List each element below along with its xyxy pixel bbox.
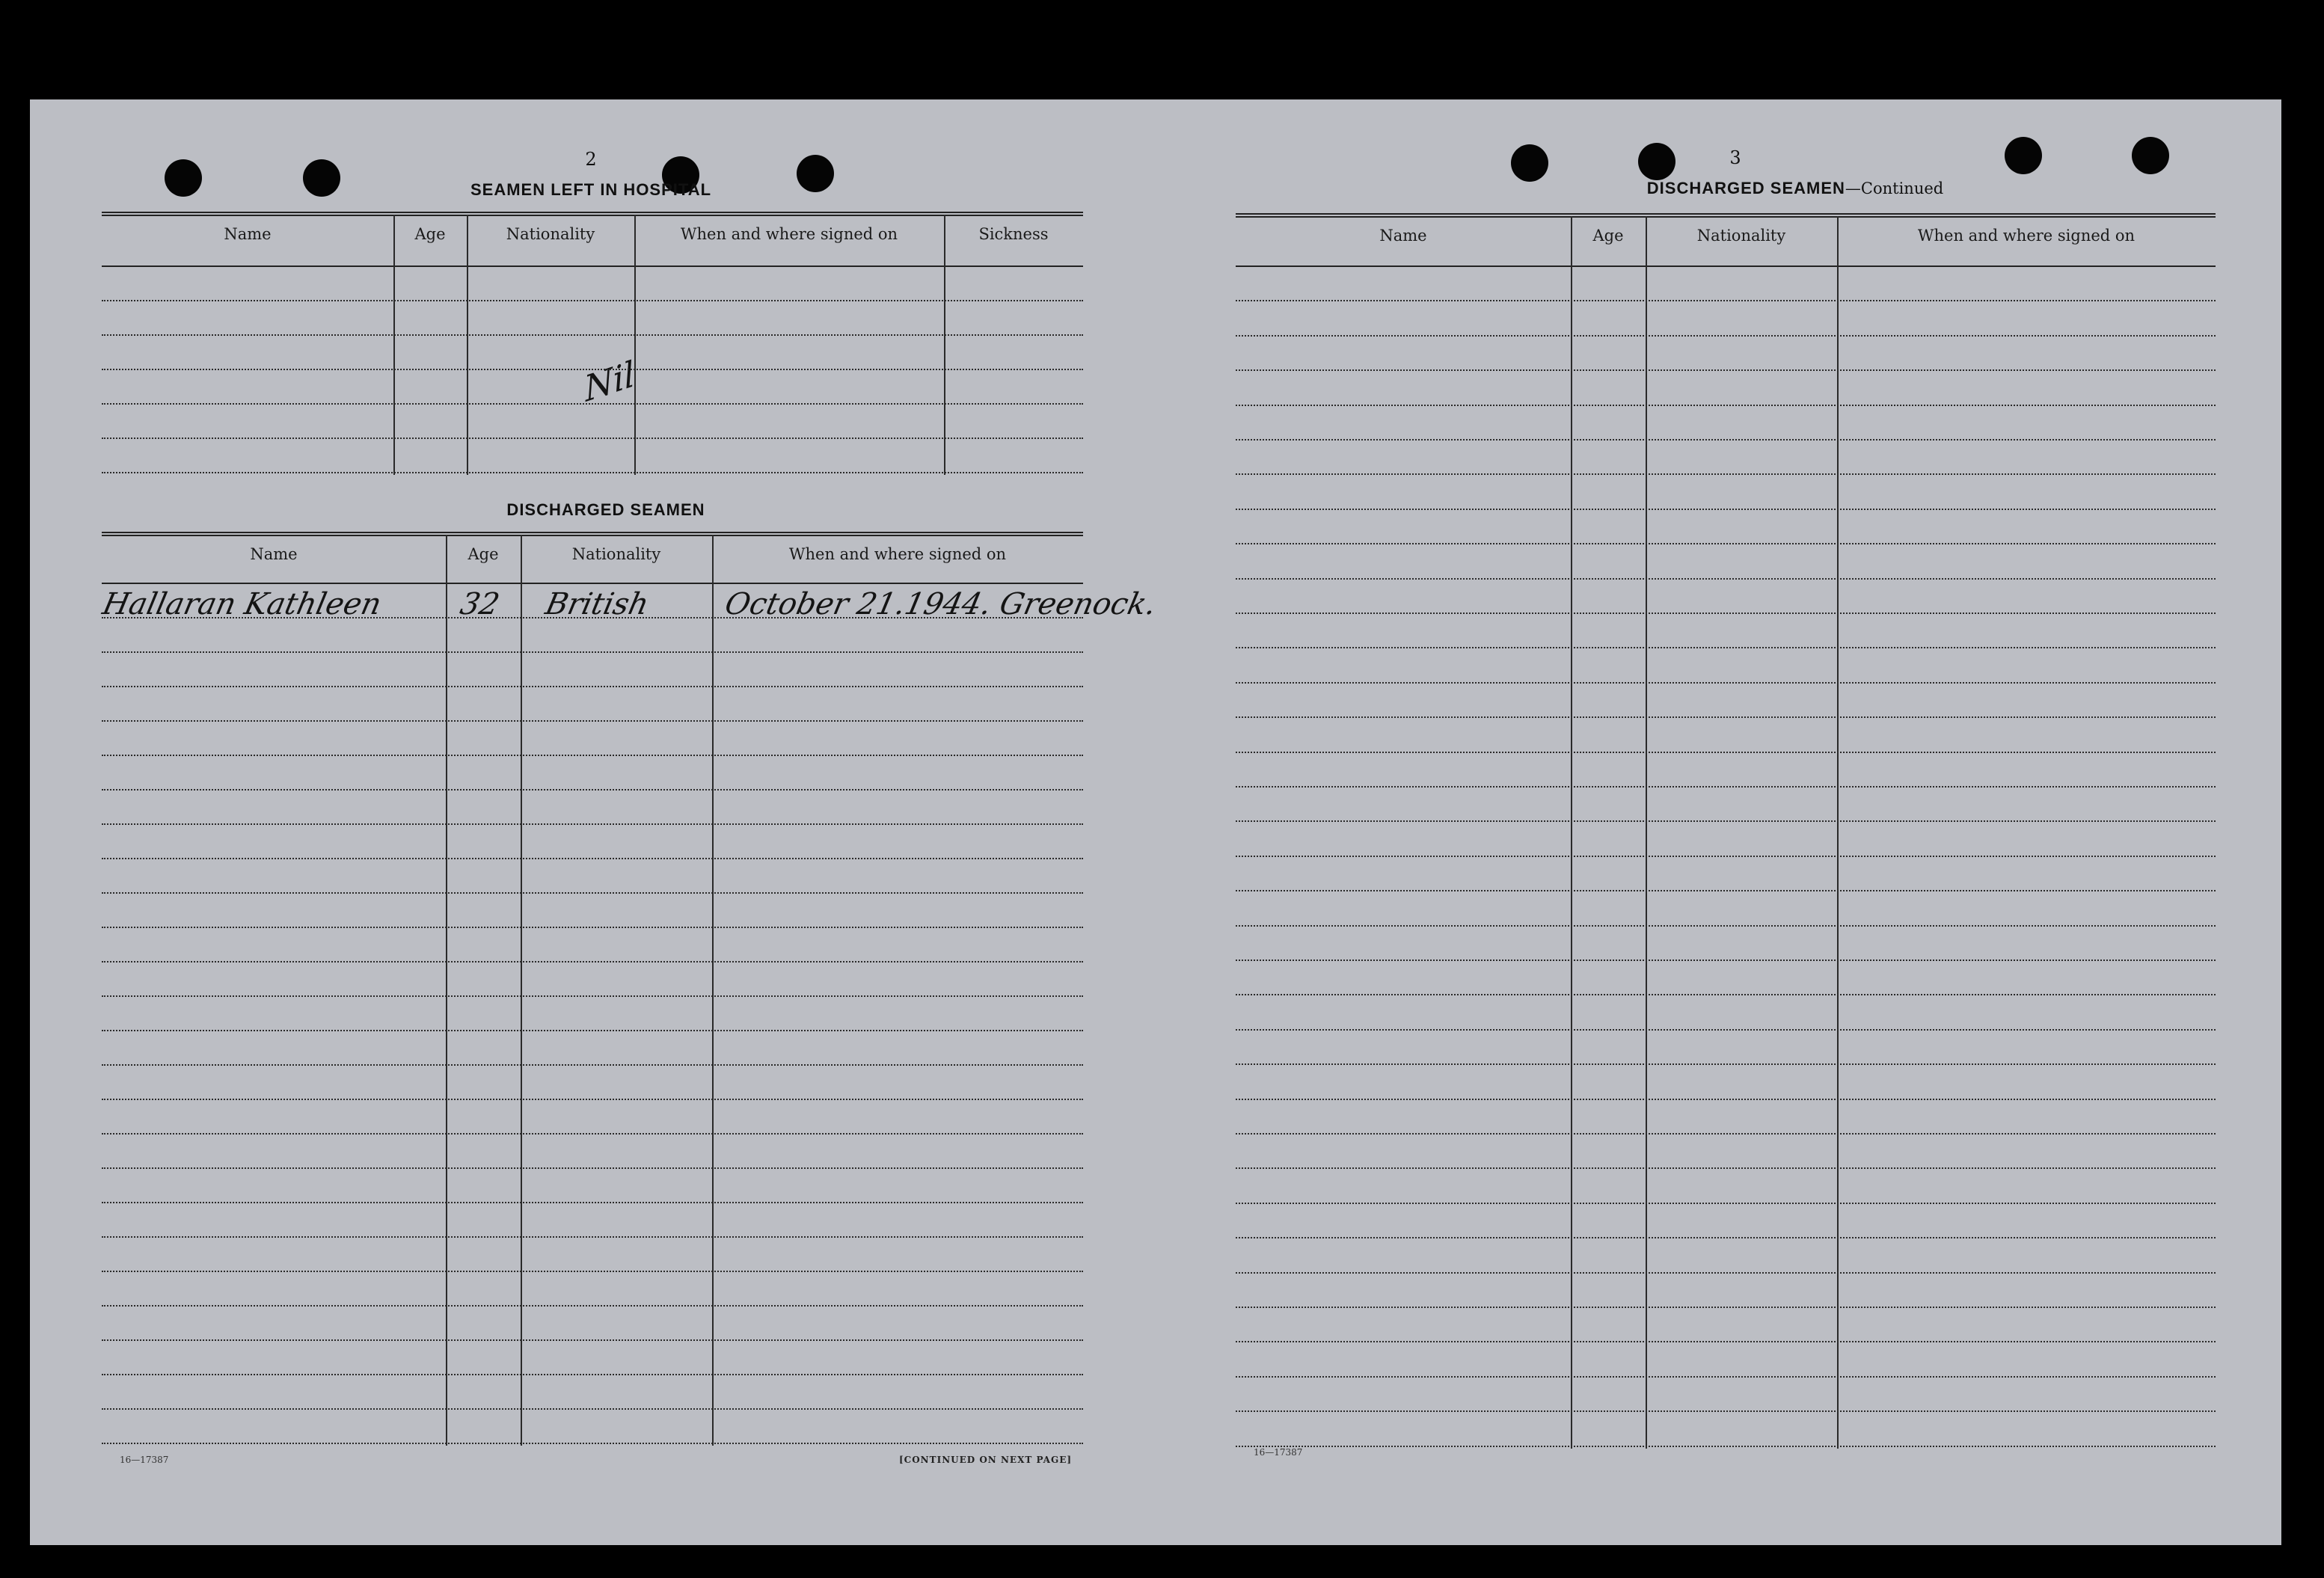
row-rule: [1236, 369, 2216, 371]
row-rule: [1236, 335, 2216, 337]
right-title-cont: —Continued: [1845, 179, 1944, 197]
row-rule: [1236, 473, 2216, 475]
punch-hole: [2005, 137, 2042, 174]
column-header: Sickness: [978, 225, 1049, 243]
row-rule: [102, 892, 1083, 894]
right-title-main: DISCHARGED SEAMEN: [1646, 179, 1845, 197]
row-rule: [1236, 994, 2216, 995]
row-rule: [102, 789, 1083, 790]
row-rule: [1236, 613, 2216, 614]
row-rule: [1236, 1237, 2216, 1238]
row-rule: [1236, 578, 2216, 580]
row-rule: [102, 617, 1083, 618]
column-rule: [1571, 216, 1572, 1449]
column-rule: [521, 535, 522, 1446]
punch-hole: [2132, 137, 2169, 174]
row-rule: [1236, 1446, 2216, 1447]
row-rule: [102, 1133, 1083, 1135]
punch-hole: [303, 159, 340, 197]
column-header: When and where signed on: [1917, 227, 2136, 245]
row-rule: [102, 720, 1083, 722]
row-rule: [1236, 300, 2216, 301]
row-rule: [102, 961, 1083, 963]
row-rule: [102, 651, 1083, 653]
row-rule: [1236, 1099, 2216, 1100]
row-rule: [1236, 716, 2216, 718]
header-rule: [1236, 265, 2216, 267]
row-rule: [1236, 1376, 2216, 1378]
row-rule: [1236, 1029, 2216, 1031]
row-rule: [102, 1271, 1083, 1272]
right-print-code: 16—17387: [1254, 1447, 1303, 1458]
table-top-rule: [102, 532, 1083, 536]
row-rule: [102, 438, 1083, 439]
column-rule: [1646, 216, 1647, 1449]
table-top-rule: [102, 212, 1083, 216]
row-rule: [1236, 856, 2216, 857]
row-rule: [1236, 1307, 2216, 1308]
column-header: Name: [1379, 227, 1427, 245]
row-rule: [1236, 752, 2216, 753]
column-header: When and where signed on: [680, 225, 898, 243]
punch-hole: [1511, 144, 1548, 182]
row-rule: [102, 927, 1083, 928]
right-section-title: [1647, 179, 1943, 198]
row-rule: [1236, 1063, 2216, 1065]
column-rule: [712, 535, 714, 1446]
column-header: Age: [414, 225, 446, 243]
row-rule: [102, 334, 1083, 336]
column-header: Nationality: [571, 545, 661, 563]
column-header: Age: [1592, 227, 1624, 245]
entry-name: Hallaran Kathleen: [99, 587, 384, 621]
row-rule: [102, 1408, 1083, 1410]
continued-note: [CONTINUED ON NEXT PAGE]: [899, 1455, 1073, 1465]
row-rule: [1236, 786, 2216, 788]
row-rule: [1236, 543, 2216, 544]
row-rule: [1236, 925, 2216, 927]
row-rule: [102, 1374, 1083, 1375]
entry-signed-on: October 21.1944. Greenock.: [722, 587, 1159, 621]
column-header: Name: [250, 545, 298, 563]
table-top-rule: [1236, 213, 2216, 218]
row-rule: [102, 1339, 1083, 1341]
row-rule: [102, 995, 1083, 997]
row-rule: [1236, 890, 2216, 891]
handwritten-nil-mark: Nil: [582, 352, 637, 411]
column-rule: [944, 215, 945, 475]
row-rule: [1236, 1133, 2216, 1135]
column-rule: [634, 215, 636, 475]
row-rule: [1236, 1341, 2216, 1342]
column-rule: [393, 215, 395, 475]
column-header: Name: [224, 225, 272, 243]
entry-nationality: British: [542, 587, 652, 621]
row-rule: [102, 403, 1083, 405]
row-rule: [1236, 647, 2216, 648]
row-rule: [1236, 682, 2216, 684]
row-rule: [102, 1443, 1083, 1444]
hospital-section-title: SEAMEN LEFT IN HOSPITAL: [470, 180, 712, 199]
header-rule: [102, 265, 1083, 267]
row-rule: [1236, 509, 2216, 510]
row-rule: [102, 1064, 1083, 1066]
column-rule: [1837, 216, 1839, 1449]
column-header: Age: [467, 545, 499, 563]
row-rule: [102, 1236, 1083, 1238]
punch-hole: [797, 155, 834, 192]
entry-age: 32: [457, 587, 503, 621]
row-rule: [102, 1167, 1083, 1169]
row-rule: [1236, 960, 2216, 961]
punch-hole: [165, 159, 202, 197]
row-rule: [1236, 439, 2216, 440]
row-rule: [102, 1305, 1083, 1307]
row-rule: [1236, 405, 2216, 406]
left-print-code: 16—17387: [120, 1455, 169, 1465]
column-rule: [467, 215, 468, 475]
row-rule: [102, 472, 1083, 473]
row-rule: [102, 755, 1083, 756]
punch-hole: [1638, 143, 1675, 180]
column-header: Nationality: [1696, 227, 1786, 245]
header-rule: [102, 583, 1083, 584]
document-sheet: [30, 99, 2281, 1545]
discharged-section-title: DISCHARGED SEAMEN: [506, 500, 705, 519]
column-header: Nationality: [506, 225, 595, 243]
row-rule: [1236, 1203, 2216, 1204]
row-rule: [102, 369, 1083, 370]
row-rule: [102, 1030, 1083, 1031]
row-rule: [102, 1099, 1083, 1100]
row-rule: [1236, 1410, 2216, 1412]
row-rule: [102, 823, 1083, 825]
row-rule: [102, 300, 1083, 301]
row-rule: [1236, 1167, 2216, 1169]
row-rule: [102, 1202, 1083, 1203]
left-page-number: 2: [585, 149, 597, 170]
column-rule: [446, 535, 447, 1446]
row-rule: [1236, 1272, 2216, 1274]
row-rule: [102, 858, 1083, 859]
column-header: When and where signed on: [788, 545, 1007, 563]
right-page-number: 3: [1729, 147, 1741, 168]
row-rule: [102, 686, 1083, 687]
row-rule: [1236, 820, 2216, 822]
